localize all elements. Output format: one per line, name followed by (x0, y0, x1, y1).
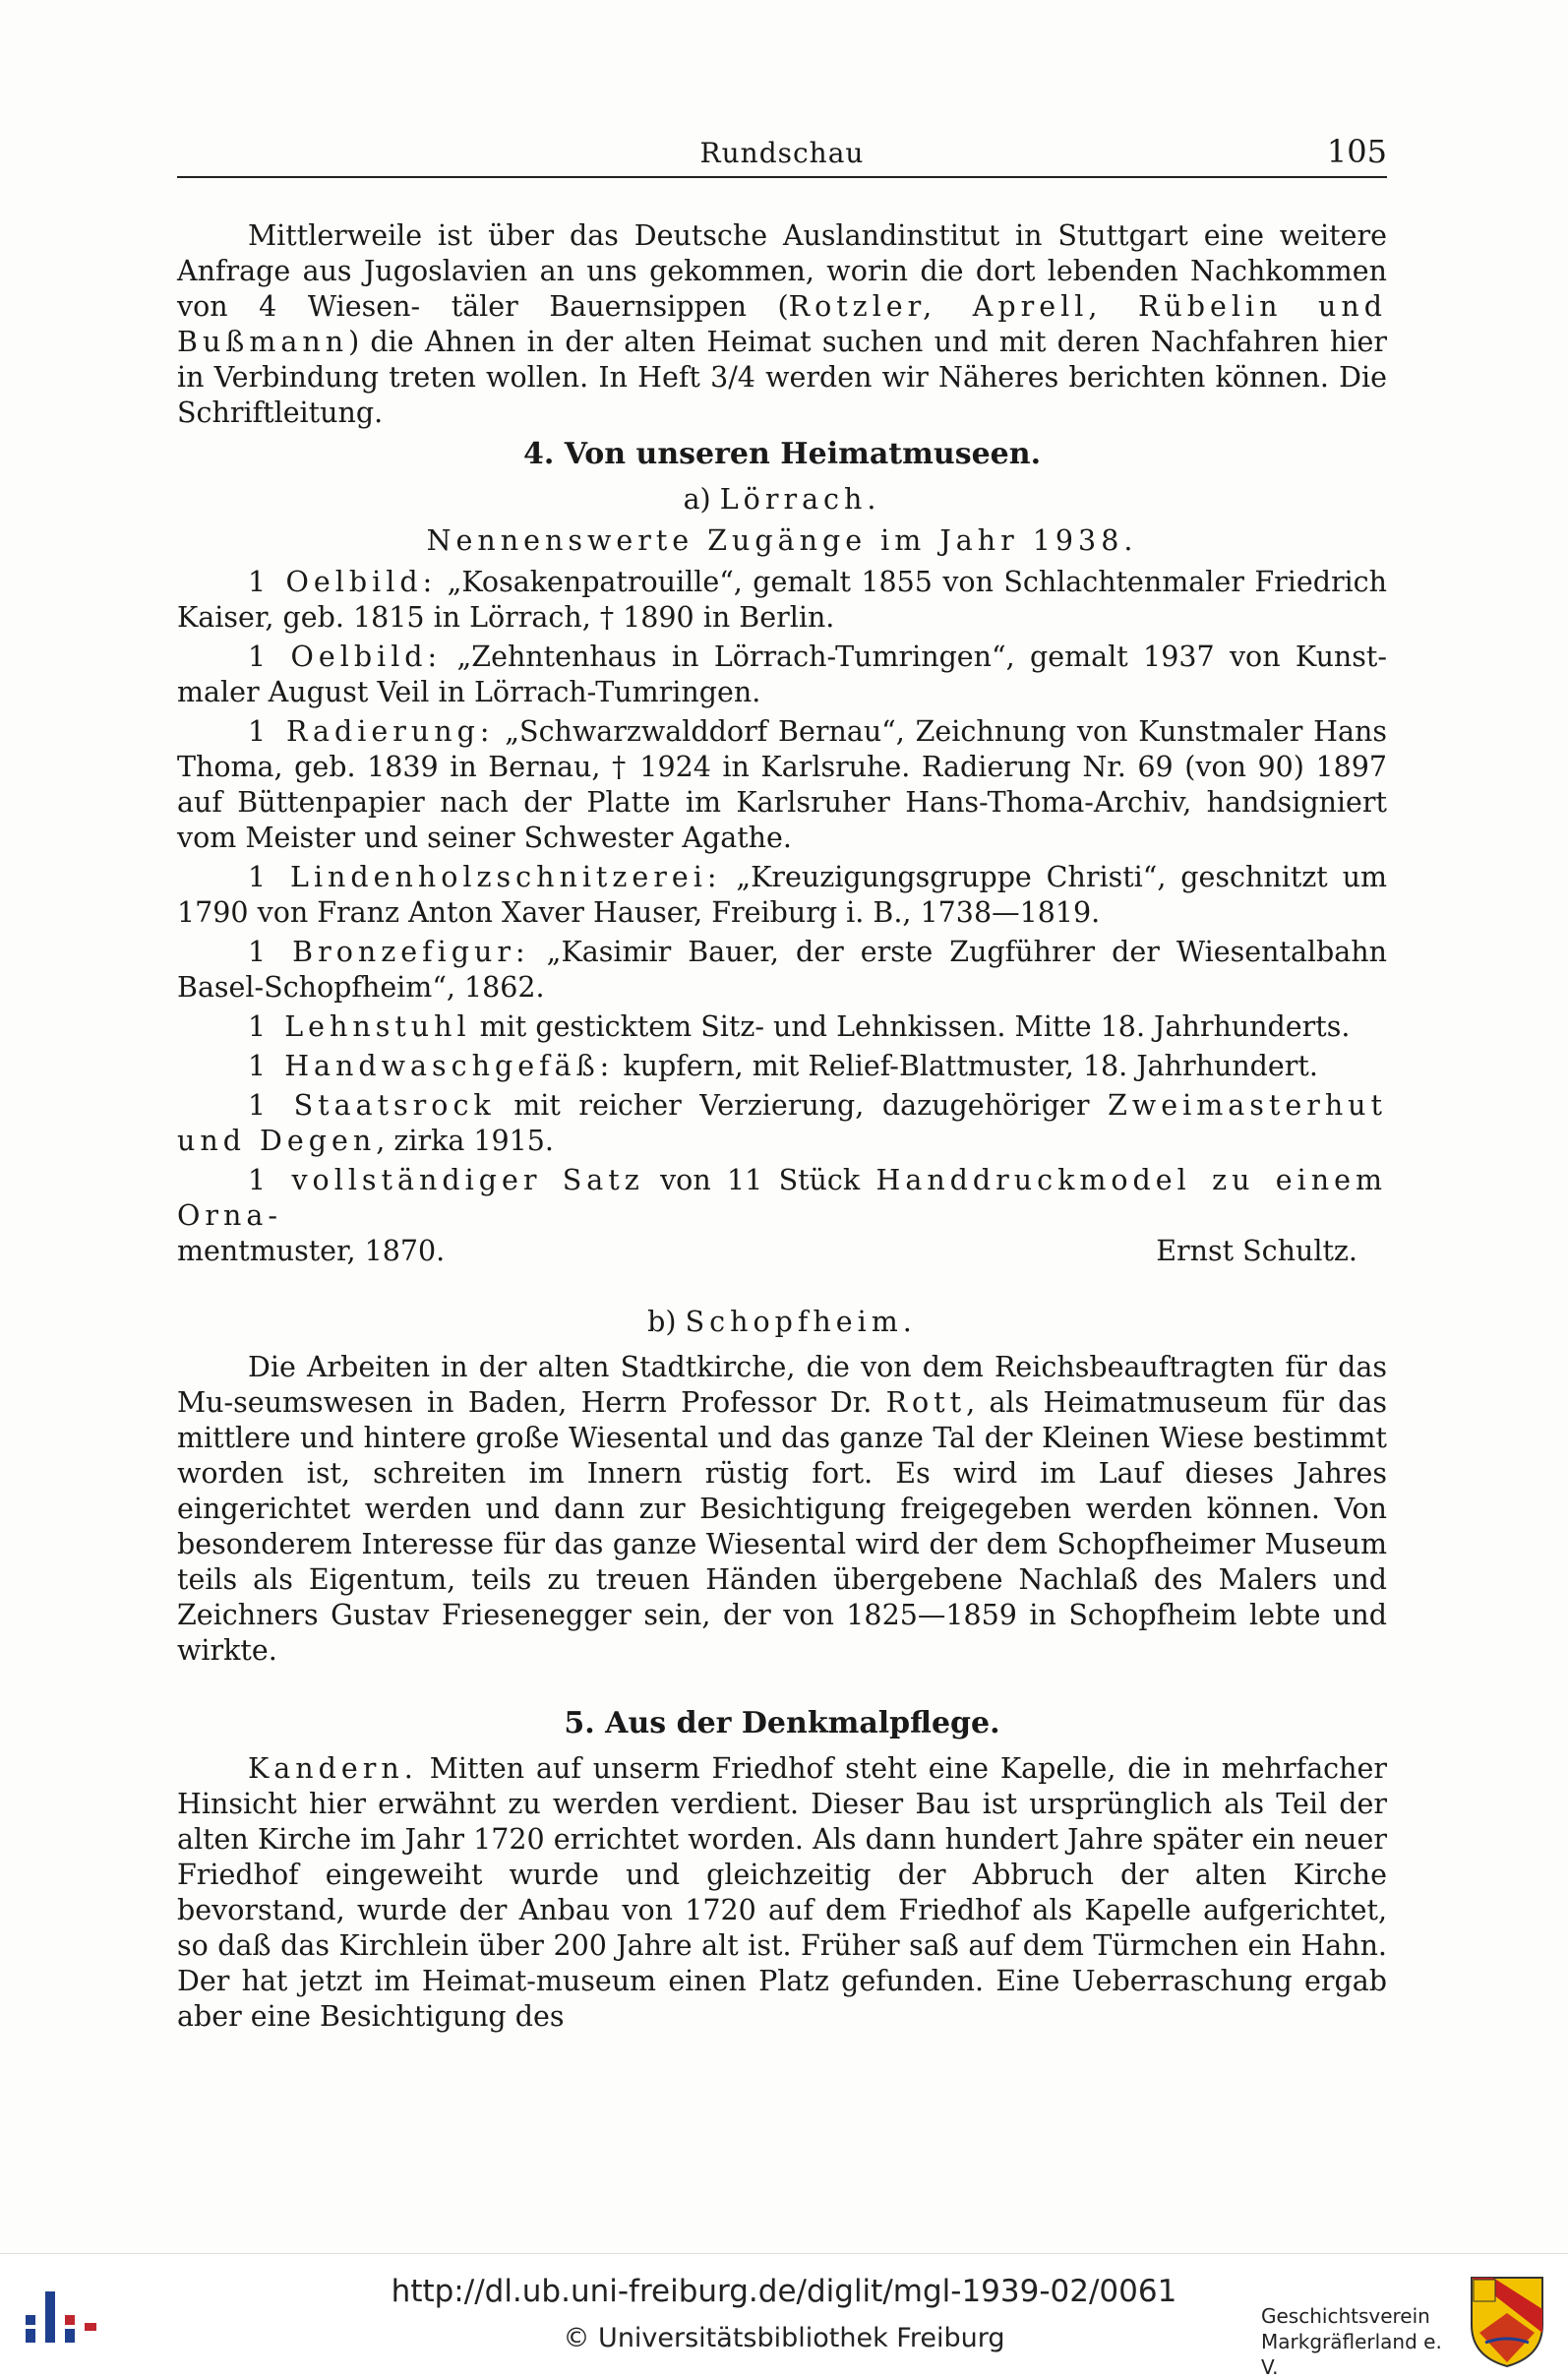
section-4 (177, 437, 1387, 1669)
list-item: 1 Oelbild: „Zehntenhaus in Lörrach-Tumringen“, gemalt 1937 von Kunst-maler August Veil in Lörrach-Tumringen. (177, 641, 1387, 708)
list-item: 1 Staatsrock mit reicher Verzierung, dazugehöriger Zweimasterhut und Degen, zirka 1915. (177, 1089, 1387, 1157)
list-item: 1 Lehnstuhl mit gesticktem Sitz- und Lehnkissen. Mitte 18. Jahrhunderts. (248, 1010, 1351, 1043)
paragraph-kandern: Kandern. Mitten auf unserm Friedhof steht eine Kapelle, die in mehrfacher Hinsicht hier erwähnt zu werden verdient. Dieser Bau ist ursprünglich als Teil der alten Kirche im Jahr 1720 errichtet worden. Als dann hundert Jahre später ein neuer Friedhof eingeweiht wurde und gleichzeitig der Abbruch der alten Kirche bevorstand, wurde der Anbau von 1720 auf dem Friedhof als Kapelle aufgerichtet, so daß das Kirchlein über 200 Jahre alt ist. Früher saß auf dem Türmchen ein Hahn. Der hat jetzt im Heimat-museum einen Platz gefunden. Eine Ueberraschung ergab aber eine Besichtigung des (177, 1752, 1387, 2033)
paragraph-schopfheim: Die Arbeiten in der alten Stadtkirche, die von dem Reichsbeauftragten für das Mu-seumswesen in Baden, Herrn Professor Dr. Rott, als Heimatmuseum für das mittlere und hintere große Wiesental und das ganze Tal der Kleinen Wiese bestimmt worden ist, schreiten im Innern rüstig fort. Es wird im Lauf dieses Jahres eingerichtet werden und dann zur Besichtigung freigegeben werden können. Von besonderem Interesse für das ganze Wiesental wird der dem Schopfheimer Museum teils als Eigentum, teils zu treuen Händen übergebene Nachlaß des Malers und Zeichners Gustav Friesenegger sein, der von 1825—1859 in Schopfheim lebte und wirkte. (177, 1351, 1387, 1667)
society-name: Geschichtsverein Markgräflerland e. V. (1261, 2304, 1442, 2379)
copyright: © Universitätsbibliothek Freiburg (563, 2323, 1005, 2353)
page-header (177, 133, 1387, 178)
subsection-heading-a: a) Lörrach. (683, 483, 881, 516)
section-heading: 5. Aus der Denkmalpflege. (564, 1706, 1000, 1740)
intro-paragraph: Mittlerweile ist über das Deutsche Auslandinstitut in Stuttgart eine weitere Anfrage aus Jugoslavien an uns gekommen, worin die dort lebenden Nachkommen von 4 Wiesen- täler Bauernsippen (Rotzler, Aprell, Rübelin und Bußmann) die Ahnen in der alten Heimat suchen und mit deren Nachfahren hier in Verbindung treten wollen. In Heft 3/4 werden wir Näheres berichten können. Die Schriftleitung. (177, 219, 1387, 429)
viewer-footer (0, 2253, 1568, 2379)
list-item-end: mentmuster, 1870. Ernst Schultz. (177, 1234, 1387, 1269)
section-heading: 4. Von unseren Heimatmuseen. (522, 437, 1042, 471)
list-item: 1 Lindenholzschnitzerei: „Kreuzigungsgruppe Christi“, geschnitzt um 1790 von Franz Anton Xaver Hauser, Freiburg i. B., 1738—1819. (177, 861, 1388, 929)
signature: Ernst Schultz. (1156, 1235, 1357, 1267)
list-item: 1 Radierung: „Schwarzwalddorf Bernau“, Zeichnung von Kunstmaler Hans Thoma, geb. 1839 in Bernau, † 1924 in Karlsruhe. Radierung Nr. 69 (von 90) 1897 auf Büttenpapier nach der Platte im Karlsruher Hans-Thoma-Archiv, handsigniert vom Meister und seiner Schwester Agathe. (177, 715, 1388, 854)
coat-of-arms-icon (1468, 2274, 1546, 2368)
list-item: 1 Oelbild: „Kosakenpatrouille“, gemalt 1855 von Schlachtenmaler Friedrich Kaiser, geb. 1815 in Lörrach, † 1890 in Berlin. (177, 566, 1387, 634)
permalink[interactable]: http://dl.ub.uni-freiburg.de/diglit/mgl-1939-02/0061 (391, 2274, 1177, 2309)
list-item: 1 Handwaschgefäß: kupfern, mit Relief-Blattmuster, 18. Jahrhundert. (248, 1050, 1318, 1082)
subsection-heading-b: b) Schopfheim. (647, 1306, 917, 1338)
list-item: 1 Bronzefigur: „Kasimir Bauer, der erste Zugführer der Wiesentalbahn Basel-Schopfheim“, 1862. (177, 936, 1387, 1004)
section-5 (177, 1706, 1387, 2035)
page-number: 105 (1326, 133, 1387, 170)
list-title: Nennenswerte Zugänge im Jahr 1938. (426, 524, 1138, 557)
list-item: 1 vollständiger Satz von 11 Stück Handdruckmodel zu einem Orna- (177, 1164, 1388, 1232)
running-title: Rundschau (699, 137, 865, 169)
